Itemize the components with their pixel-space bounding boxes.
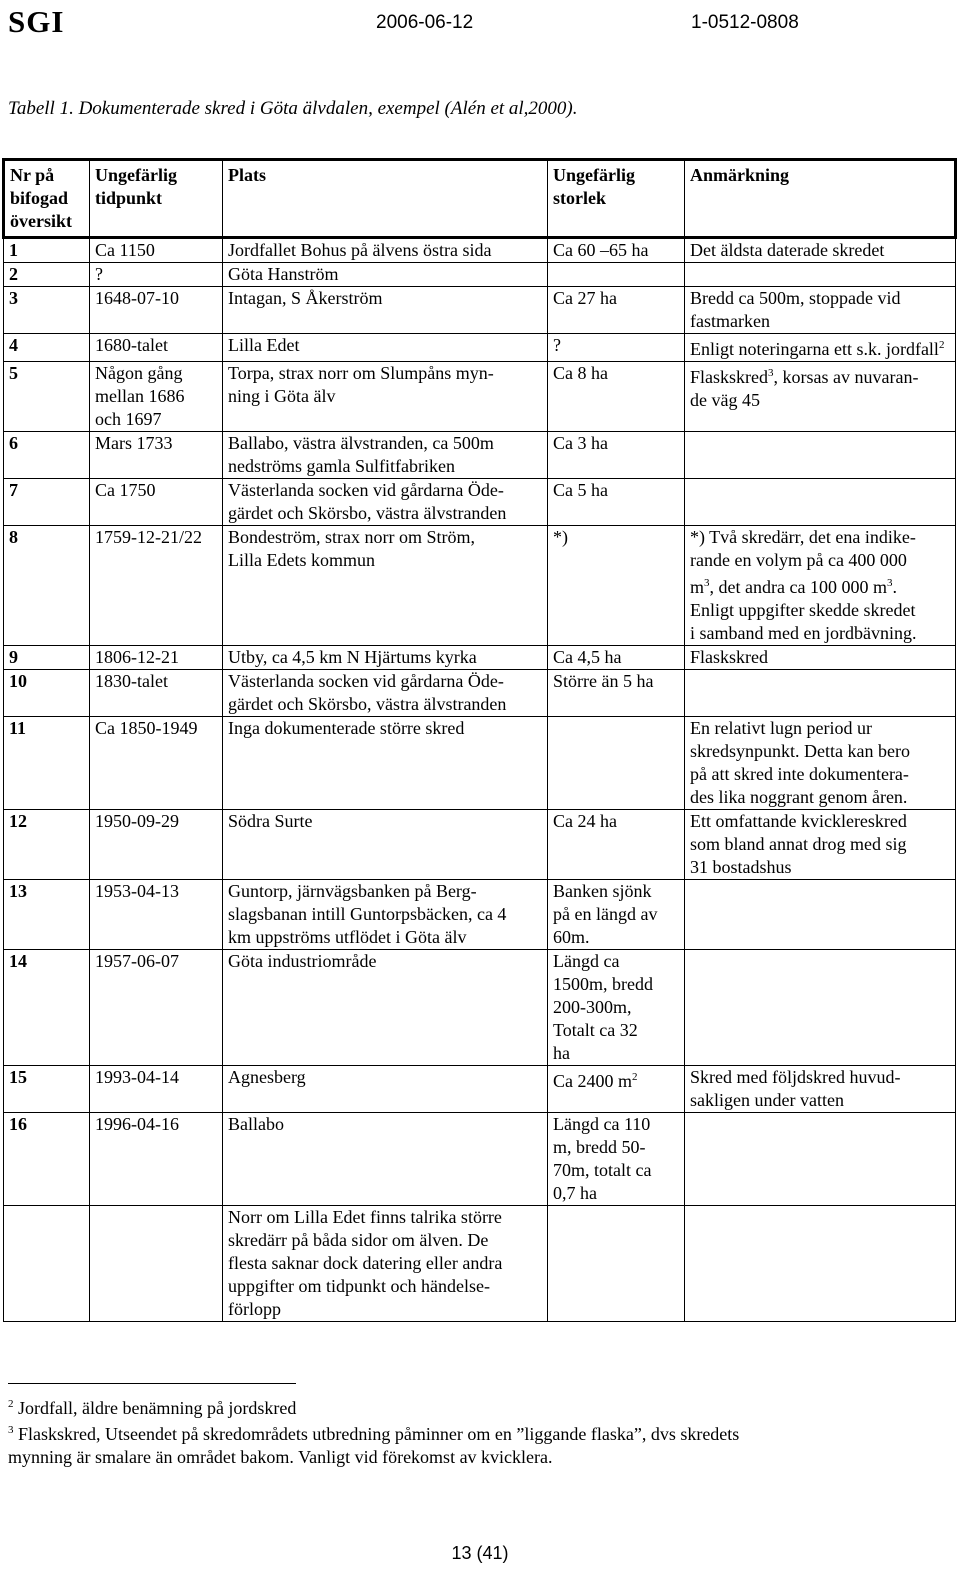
cell-nr: 16	[4, 1113, 90, 1206]
cell-place: Ballabo	[223, 1113, 548, 1206]
cell-size: Ca 5 ha	[548, 479, 685, 526]
cell-remark	[685, 880, 956, 950]
org-logo: SGI	[8, 4, 65, 39]
cell-place: Ballabo, västra älvstranden, ca 500m nedströms gamla Sulfitfabriken	[223, 432, 548, 479]
cell-time: 1953-04-13	[90, 880, 223, 950]
cell-size: Ca 3 ha	[548, 432, 685, 479]
cell-remark	[685, 432, 956, 479]
cell-time: 1996-04-16	[90, 1113, 223, 1206]
column-header-nr: Nr på bifogad översikt	[4, 160, 90, 238]
table-row	[4, 263, 956, 287]
cell-time	[90, 1206, 223, 1322]
table-row	[4, 362, 956, 432]
cell-size: *)	[548, 526, 685, 646]
cell-time: 1806-12-21	[90, 646, 223, 670]
column-header-remark: Anmärkning	[685, 160, 956, 238]
cell-remark: Bredd ca 500m, stoppade vid fastmarken	[685, 287, 956, 334]
cell-remark: Ett omfattande kvicklereskred som bland annat drog med sig 31 bostadshus	[685, 810, 956, 880]
cell-size	[548, 1206, 685, 1322]
cell-nr	[4, 1206, 90, 1322]
cell-remark	[685, 263, 956, 287]
footnote-2	[8, 1393, 888, 1420]
cell-place: Västerlanda socken vid gårdarna Öde- gärdet och Skörsbo, västra älvstranden	[223, 479, 548, 526]
cell-size: Ca 24 ha	[548, 810, 685, 880]
cell-nr: 2	[4, 263, 90, 287]
cell-nr: 5	[4, 362, 90, 432]
cell-size: Längd ca 1500m, bredd 200-300m, Totalt ca 32 ha	[548, 950, 685, 1066]
cell-time: Mars 1733	[90, 432, 223, 479]
column-header-place: Plats	[223, 160, 548, 238]
cell-size: ?	[548, 334, 685, 362]
cell-nr: 9	[4, 646, 90, 670]
cell-size: Ca 8 ha	[548, 362, 685, 432]
cell-time: 1957-06-07	[90, 950, 223, 1066]
footnote-mark: 3	[8, 1424, 14, 1436]
cell-size: Ca 4,5 ha	[548, 646, 685, 670]
footnote-text: Flaskskred, Utseendet på skredområdets utbredning påminner om en ”liggande flaska”, dvs skredets mynning är smalare än området bakom. Vanligt vid förekomst av kvicklera.	[8, 1424, 740, 1467]
cell-place: Utby, ca 4,5 km N Hjärtums kyrka	[223, 646, 548, 670]
cell-nr: 14	[4, 950, 90, 1066]
cell-time: Ca 1750	[90, 479, 223, 526]
table-row	[4, 1206, 956, 1322]
cell-remark: En relativt lugn period ur skredsynpunkt. Detta kan bero på att skred inte dokumentera- des lika noggrant genom åren.	[685, 717, 956, 810]
cell-size	[548, 263, 685, 287]
cell-time: 1648-07-10	[90, 287, 223, 334]
cell-time: 1950-09-29	[90, 810, 223, 880]
cell-time: 1830-talet	[90, 670, 223, 717]
cell-nr: 3	[4, 287, 90, 334]
table-row	[4, 1066, 956, 1113]
table-caption: Tabell 1. Dokumenterade skred i Göta älvdalen, exempel (Alén et al,2000).	[8, 98, 578, 119]
cell-nr: 12	[4, 810, 90, 880]
cell-remark: *) Två skredärr, det ena indike- rande en volym på ca 400 000 $m^3$, det andra ca 100 000 $m^3$. Enligt uppgifter skedde skredet i samband med en jordbävning.	[685, 526, 956, 646]
cell-nr: 6	[4, 432, 90, 479]
cell-size: Ca 2400 $m^2$	[548, 1066, 685, 1113]
cell-place: Lilla Edet	[223, 334, 548, 362]
cell-time: 1993-04-14	[90, 1066, 223, 1113]
cell-nr: 7	[4, 479, 90, 526]
cell-time: Ca 1850-1949	[90, 717, 223, 810]
landslide-table	[2, 158, 957, 1322]
cell-nr: 11	[4, 717, 90, 810]
document-date: 2006-06-12	[376, 12, 474, 33]
footnote-text: Jordfall, äldre benämning på jordskred	[18, 1398, 297, 1418]
cell-remark: Skred med följdskred huvud- sakligen under vatten	[685, 1066, 956, 1113]
cell-remark: Enligt noteringarna ett s.k. jordfall$^2$	[685, 334, 956, 362]
cell-place: Södra Surte	[223, 810, 548, 880]
footnote-separator	[8, 1383, 296, 1384]
column-header-time: Ungefärlig tidpunkt	[90, 160, 223, 238]
cell-place: Göta Hanström	[223, 263, 548, 287]
cell-size: Längd ca 110 m, bredd 50- 70m, totalt ca 0,7 ha	[548, 1113, 685, 1206]
table-row	[4, 880, 956, 950]
cell-place: Bondeström, strax norr om Ström, Lilla Edets kommun	[223, 526, 548, 646]
table-row	[4, 432, 956, 479]
table-header-row	[4, 160, 956, 238]
footnote-3	[8, 1419, 888, 1469]
table-row	[4, 526, 956, 646]
cell-nr: 1	[4, 238, 90, 263]
cell-nr: 8	[4, 526, 90, 646]
cell-place: Guntorp, järnvägsbanken på Berg- slagsbanan intill Guntorpsbäcken, ca 4 km uppströms utflödet i Göta älv	[223, 880, 548, 950]
cell-size	[548, 717, 685, 810]
cell-remark: Flaskskred$^3$, korsas av nuvaran- de väg 45	[685, 362, 956, 432]
cell-time: ?	[90, 263, 223, 287]
cell-place: Torpa, strax norr om Slumpåns myn- ning i Göta älv	[223, 362, 548, 432]
cell-remark	[685, 1206, 956, 1322]
cell-place: Intagan, S Åkerström	[223, 287, 548, 334]
table-row	[4, 287, 956, 334]
cell-place: Västerlanda socken vid gårdarna Öde- gärdet och Skörsbo, västra älvstranden	[223, 670, 548, 717]
table-row	[4, 1113, 956, 1206]
column-header-size: Ungefärlig storlek	[548, 160, 685, 238]
document-number: 1-0512-0808	[691, 12, 799, 33]
cell-size: Större än 5 ha	[548, 670, 685, 717]
cell-size: Banken sjönk på en längd av 60m.	[548, 880, 685, 950]
page-number: 13 (41)	[451, 1543, 509, 1563]
cell-remark: Det äldsta daterade skredet	[685, 238, 956, 263]
cell-size: Ca 60 –65 ha	[548, 238, 685, 263]
cell-nr: 10	[4, 670, 90, 717]
cell-time: 1680-talet	[90, 334, 223, 362]
cell-place: Agnesberg	[223, 1066, 548, 1113]
footnote-mark: 2	[8, 1398, 14, 1410]
table-row	[4, 646, 956, 670]
cell-remark	[685, 670, 956, 717]
table-row	[4, 670, 956, 717]
table-row	[4, 238, 956, 263]
cell-size: Ca 27 ha	[548, 287, 685, 334]
cell-remark	[685, 1113, 956, 1206]
cell-time: 1759-12-21/22	[90, 526, 223, 646]
cell-remark	[685, 950, 956, 1066]
table-row	[4, 334, 956, 362]
page-header	[8, 4, 948, 40]
cell-place: Jordfallet Bohus på älvens östra sida	[223, 238, 548, 263]
cell-place: Göta industriområde	[223, 950, 548, 1066]
cell-nr: 13	[4, 880, 90, 950]
table-row	[4, 479, 956, 526]
cell-time: Ca 1150	[90, 238, 223, 263]
cell-place: Norr om Lilla Edet finns talrika större skredärr på båda sidor om älven. De flesta saknar dock datering eller andra uppgifter om tidpunkt och händelse- förlopp	[223, 1206, 548, 1322]
table-row	[4, 717, 956, 810]
table-row	[4, 810, 956, 880]
cell-time: Någon gång mellan 1686 och 1697	[90, 362, 223, 432]
cell-remark	[685, 479, 956, 526]
cell-nr: 4	[4, 334, 90, 362]
cell-remark: Flaskskred	[685, 646, 956, 670]
table-row	[4, 950, 956, 1066]
cell-place: Inga dokumenterade större skred	[223, 717, 548, 810]
cell-nr: 15	[4, 1066, 90, 1113]
